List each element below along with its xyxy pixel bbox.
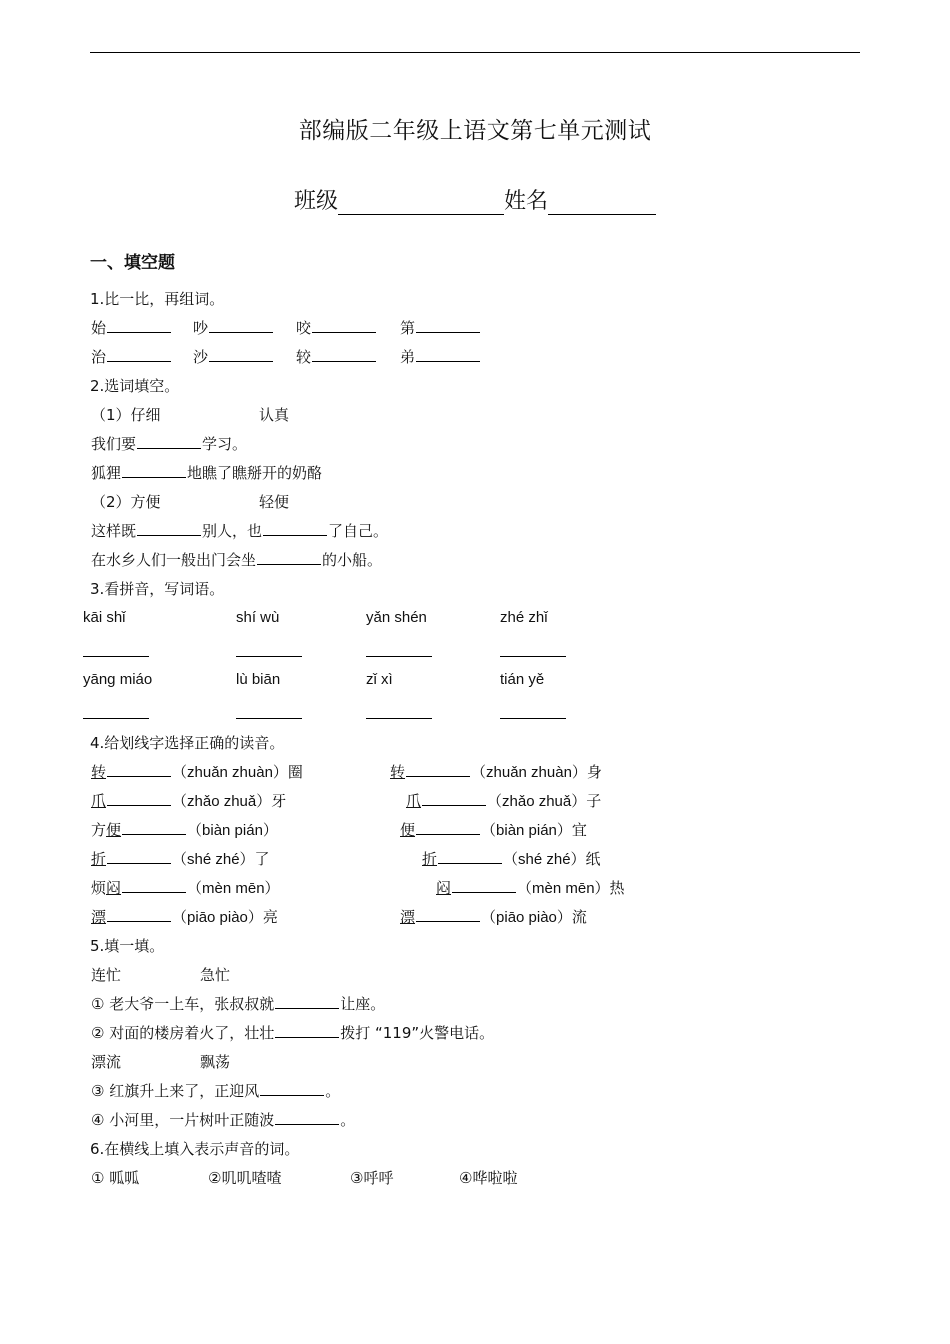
sentence-text: 。 <box>325 1082 341 1100</box>
sentence-text: 让座。 <box>340 995 386 1013</box>
q2-group1-word2: 认真 <box>259 406 290 424</box>
pinyin-options: （shé zhé）纸 <box>503 851 601 868</box>
pinyin-label: kāi shǐ <box>83 609 126 626</box>
answer-blank[interactable] <box>260 1081 324 1096</box>
q6-option: ②叽叽喳喳 <box>208 1169 282 1187</box>
q5-word-option: 漂流 <box>91 1053 122 1071</box>
answer-blank[interactable] <box>263 521 327 536</box>
pinyin-label: zhé zhǐ <box>500 609 548 626</box>
answer-blank[interactable] <box>406 762 470 777</box>
pinyin-options: （zhuǎn zhuàn）圈 <box>172 764 303 781</box>
q4-right-item <box>400 819 587 840</box>
answer-blank[interactable] <box>122 820 186 835</box>
answer-blank[interactable] <box>312 318 376 333</box>
q1-row2-item <box>193 346 274 367</box>
sentence-text: 狐狸 <box>91 464 122 482</box>
q5-sentence <box>91 1109 355 1130</box>
answer-blank[interactable] <box>275 1023 339 1038</box>
q1-char: 咬 <box>296 319 312 337</box>
q6-option: ① 呱呱 <box>91 1169 140 1187</box>
sentence-text: 拨打 “119”火警电话。 <box>340 1024 495 1042</box>
q2-sentence <box>91 462 322 483</box>
answer-blank[interactable] <box>107 907 171 922</box>
q4-left-item <box>91 848 270 869</box>
q5-sentence <box>91 1080 340 1101</box>
q1-row2-item <box>296 346 377 367</box>
answer-blank[interactable] <box>416 347 480 362</box>
q1-row2-item <box>400 346 481 367</box>
answer-blank[interactable] <box>416 907 480 922</box>
pinyin-label: lù biān <box>236 671 281 688</box>
q4-prompt: 4.给划线字选择正确的读音。 <box>90 734 285 752</box>
answer-blank[interactable] <box>122 463 186 478</box>
answer-blank[interactable] <box>500 655 566 657</box>
q1-row1-item <box>296 317 377 338</box>
underlined-char: 折 <box>422 850 438 868</box>
q5-prompt: 5.填一填。 <box>90 937 165 955</box>
q4-left-item <box>91 819 278 840</box>
q6-option: ③呼呼 <box>350 1169 394 1187</box>
answer-blank[interactable] <box>122 878 186 893</box>
answer-blank[interactable] <box>236 655 302 657</box>
answer-blank[interactable] <box>107 791 171 806</box>
answer-blank[interactable] <box>366 717 432 719</box>
q5-word-option: 急忙 <box>200 966 231 984</box>
q1-row1-item <box>91 317 172 338</box>
answer-blank[interactable] <box>416 318 480 333</box>
pinyin-label: zǐ xì <box>366 671 393 688</box>
underlined-char: 闷 <box>436 879 452 897</box>
pinyin-options: （zhuǎn zhuàn）身 <box>471 764 602 781</box>
q2-prompt: 2.选词填空。 <box>90 377 180 395</box>
q1-prompt: 1.比一比，再组词。 <box>90 290 225 308</box>
q4-left-item <box>91 877 280 898</box>
answer-blank[interactable] <box>107 762 171 777</box>
q2-sentence <box>91 433 247 454</box>
pinyin-options: （shé zhé）了 <box>172 851 270 868</box>
word-prefix: 方 <box>91 821 107 839</box>
underlined-char: 爪 <box>406 792 422 810</box>
q1-row2-item <box>91 346 172 367</box>
q4-right-item <box>390 761 602 782</box>
q5-word-option: 连忙 <box>91 966 122 984</box>
answer-blank[interactable] <box>416 820 480 835</box>
underlined-char: 闷 <box>106 879 122 897</box>
underlined-char: 折 <box>91 850 107 868</box>
answer-blank[interactable] <box>137 434 201 449</box>
q4-left-item <box>91 761 303 782</box>
q2-group2-label: （2）方便 <box>91 493 161 511</box>
q6-prompt: 6.在横线上填入表示声音的词。 <box>90 1140 300 1158</box>
underlined-char: 转 <box>390 763 406 781</box>
q5-sentence <box>91 1022 494 1043</box>
q4-right-item <box>436 877 625 898</box>
answer-blank[interactable] <box>209 347 273 362</box>
q2-sentence <box>91 549 382 570</box>
answer-blank[interactable] <box>438 849 502 864</box>
section-heading: 一、填空题 <box>90 253 175 273</box>
q1-char: 治 <box>91 348 107 366</box>
q1-row1-item <box>400 317 481 338</box>
sentence-text: 别人，也 <box>202 522 263 540</box>
sentence-text: 的小船。 <box>322 551 383 569</box>
answer-blank[interactable] <box>107 849 171 864</box>
sentence-text: ④ 小河里，一片树叶正随波 <box>91 1111 275 1129</box>
q3-prompt: 3.看拼音，写词语。 <box>90 580 225 598</box>
answer-blank[interactable] <box>275 994 339 1009</box>
answer-blank[interactable] <box>107 318 171 333</box>
q1-char: 沙 <box>193 348 209 366</box>
pinyin-options: （biàn pián） <box>187 822 278 839</box>
pinyin-options: （piāo piào）亮 <box>172 909 278 926</box>
name-blank[interactable] <box>548 192 656 215</box>
q4-right-item <box>406 790 601 811</box>
answer-blank[interactable] <box>236 717 302 719</box>
class-label: 班级 <box>293 189 338 214</box>
pinyin-label: yǎn shén <box>366 609 427 626</box>
sentence-text: 。 <box>340 1111 356 1129</box>
answer-blank[interactable] <box>312 347 376 362</box>
q1-char: 弟 <box>400 348 416 366</box>
answer-blank[interactable] <box>209 318 273 333</box>
class-name-line <box>0 184 950 215</box>
page-title: 部编版二年级上语文第七单元测试 <box>298 118 652 144</box>
q5-word-option: 飘荡 <box>200 1053 231 1071</box>
sentence-text: 我们要 <box>91 435 137 453</box>
q1-char: 较 <box>296 348 312 366</box>
q5-sentence <box>91 993 385 1014</box>
underlined-char: 爪 <box>91 792 107 810</box>
answer-blank[interactable] <box>83 655 149 657</box>
q2-group2-word2: 轻便 <box>259 493 290 511</box>
pinyin-options: （zhǎo zhuǎ）牙 <box>172 793 287 810</box>
pinyin-label: tián yě <box>500 671 545 688</box>
header-rule <box>90 52 860 53</box>
q4-right-item <box>400 906 587 927</box>
sentence-text: ② 对面的楼房着火了，壮壮 <box>91 1024 275 1042</box>
name-label: 姓名 <box>504 189 549 214</box>
sentence-text: 这样既 <box>91 522 137 540</box>
underlined-char: 转 <box>91 763 107 781</box>
underlined-char: 便 <box>106 821 122 839</box>
q4-right-item <box>422 848 601 869</box>
pinyin-label: shí wù <box>236 609 280 626</box>
q1-char: 始 <box>91 319 107 337</box>
pinyin-options: （piāo piào）流 <box>481 909 587 926</box>
sentence-text: ③ 红旗升上来了，正迎风 <box>91 1082 260 1100</box>
q2-group1-label: （1）仔细 <box>91 406 161 424</box>
pinyin-options: （mèn mēn） <box>187 880 280 897</box>
q1-row1-item <box>193 317 274 338</box>
answer-blank[interactable] <box>366 655 432 657</box>
sentence-text: 了自己。 <box>328 522 389 540</box>
q1-char: 第 <box>400 319 416 337</box>
q4-left-item <box>91 790 286 811</box>
answer-blank[interactable] <box>83 717 149 719</box>
sentence-text: ① 老大爷一上车，张叔叔就 <box>91 995 275 1013</box>
underlined-char: 漂 <box>91 908 107 926</box>
answer-blank[interactable] <box>137 521 201 536</box>
answer-blank[interactable] <box>257 550 321 565</box>
q2-sentence <box>91 520 388 541</box>
pinyin-options: （biàn pián）宜 <box>481 822 587 839</box>
underlined-char: 漂 <box>400 908 416 926</box>
answer-blank[interactable] <box>275 1110 339 1125</box>
underlined-char: 便 <box>400 821 416 839</box>
answer-blank[interactable] <box>422 791 486 806</box>
q6-option: ④哗啦啦 <box>459 1169 518 1187</box>
sentence-text: 学习。 <box>202 435 248 453</box>
pinyin-options: （zhǎo zhuǎ）子 <box>487 793 602 810</box>
class-blank[interactable] <box>338 192 504 215</box>
answer-blank[interactable] <box>107 347 171 362</box>
q4-left-item <box>91 906 278 927</box>
pinyin-label: yāng miáo <box>83 671 153 688</box>
q1-char: 吵 <box>193 319 209 337</box>
word-prefix: 烦 <box>91 879 107 897</box>
answer-blank[interactable] <box>452 878 516 893</box>
answer-blank[interactable] <box>500 717 566 719</box>
sentence-text: 在水乡人们一般出门会坐 <box>91 551 257 569</box>
sentence-text: 地瞧了瞧掰开的奶酪 <box>187 464 323 482</box>
pinyin-options: （mèn mēn）热 <box>517 880 625 897</box>
